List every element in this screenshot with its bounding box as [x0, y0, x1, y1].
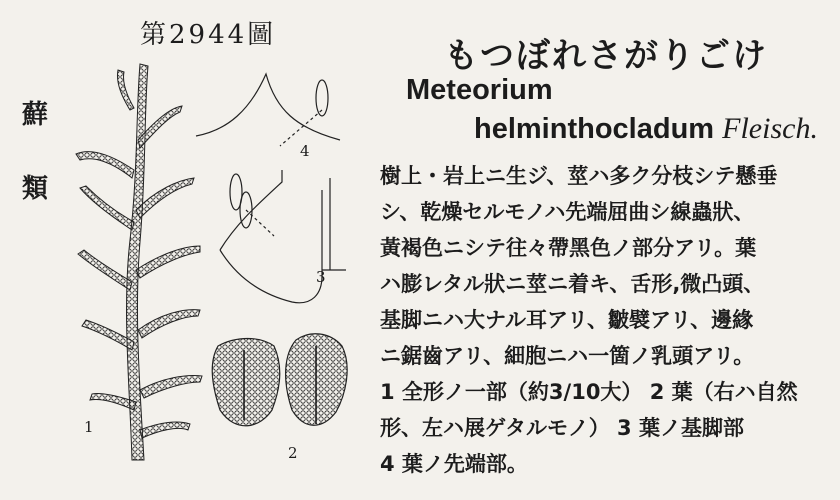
- leaf-base-drawing: [220, 170, 346, 303]
- description-line: ハ膨レタル狀ニ莖ニ着キ、舌形,微凸頭、: [380, 272, 765, 296]
- description-line: 基脚ニハ大ナル耳アリ、皺襞アリ、邊緣: [380, 308, 754, 332]
- category-char-2: 類: [22, 174, 49, 204]
- description-line: 樹上・岩上ニ生ジ、莖ハ多ク分枝シテ懸垂: [380, 164, 778, 188]
- category-char-1: 蘚: [22, 100, 49, 130]
- description-line: 形、左ハ展ゲタルモノ） 3 葉ノ基脚部: [380, 416, 744, 440]
- description-line: 1 全形ノ一部（約3/10大） 2 葉（右ハ自然: [380, 380, 798, 404]
- species-name-line: [474, 112, 818, 146]
- author-name: Fleisch.: [722, 112, 818, 145]
- moss-illustrations: [60, 50, 380, 490]
- genus-name: Meteorium: [406, 74, 553, 106]
- description: [380, 158, 832, 482]
- figure-label-1: 1: [84, 418, 94, 436]
- description-line: 黃褐色ニシテ往々帶黑色ノ部分アリ。葉: [380, 236, 757, 260]
- japanese-name: もつぼれさがりごけ: [444, 36, 768, 76]
- whole-plant-drawing: [76, 64, 202, 460]
- figure-area: [60, 50, 380, 490]
- leaf-apex-drawing: [196, 74, 340, 146]
- plate-number: 第2944圖: [140, 20, 277, 50]
- description-line: シ、乾燥セルモノハ先端屈曲シ線蟲狀、: [380, 200, 755, 224]
- description-line: 4 葉ノ先端部。: [380, 452, 528, 476]
- figure-label-2: 2: [288, 444, 298, 462]
- figure-label-3: 3: [316, 268, 326, 286]
- species-epithet: helminthocladum: [474, 113, 715, 145]
- figure-label-4: 4: [300, 142, 310, 160]
- leaf-drawings: [212, 334, 347, 426]
- description-line: ニ鋸齒アリ、細胞ニハ一箇ノ乳頭アリ。: [380, 344, 755, 368]
